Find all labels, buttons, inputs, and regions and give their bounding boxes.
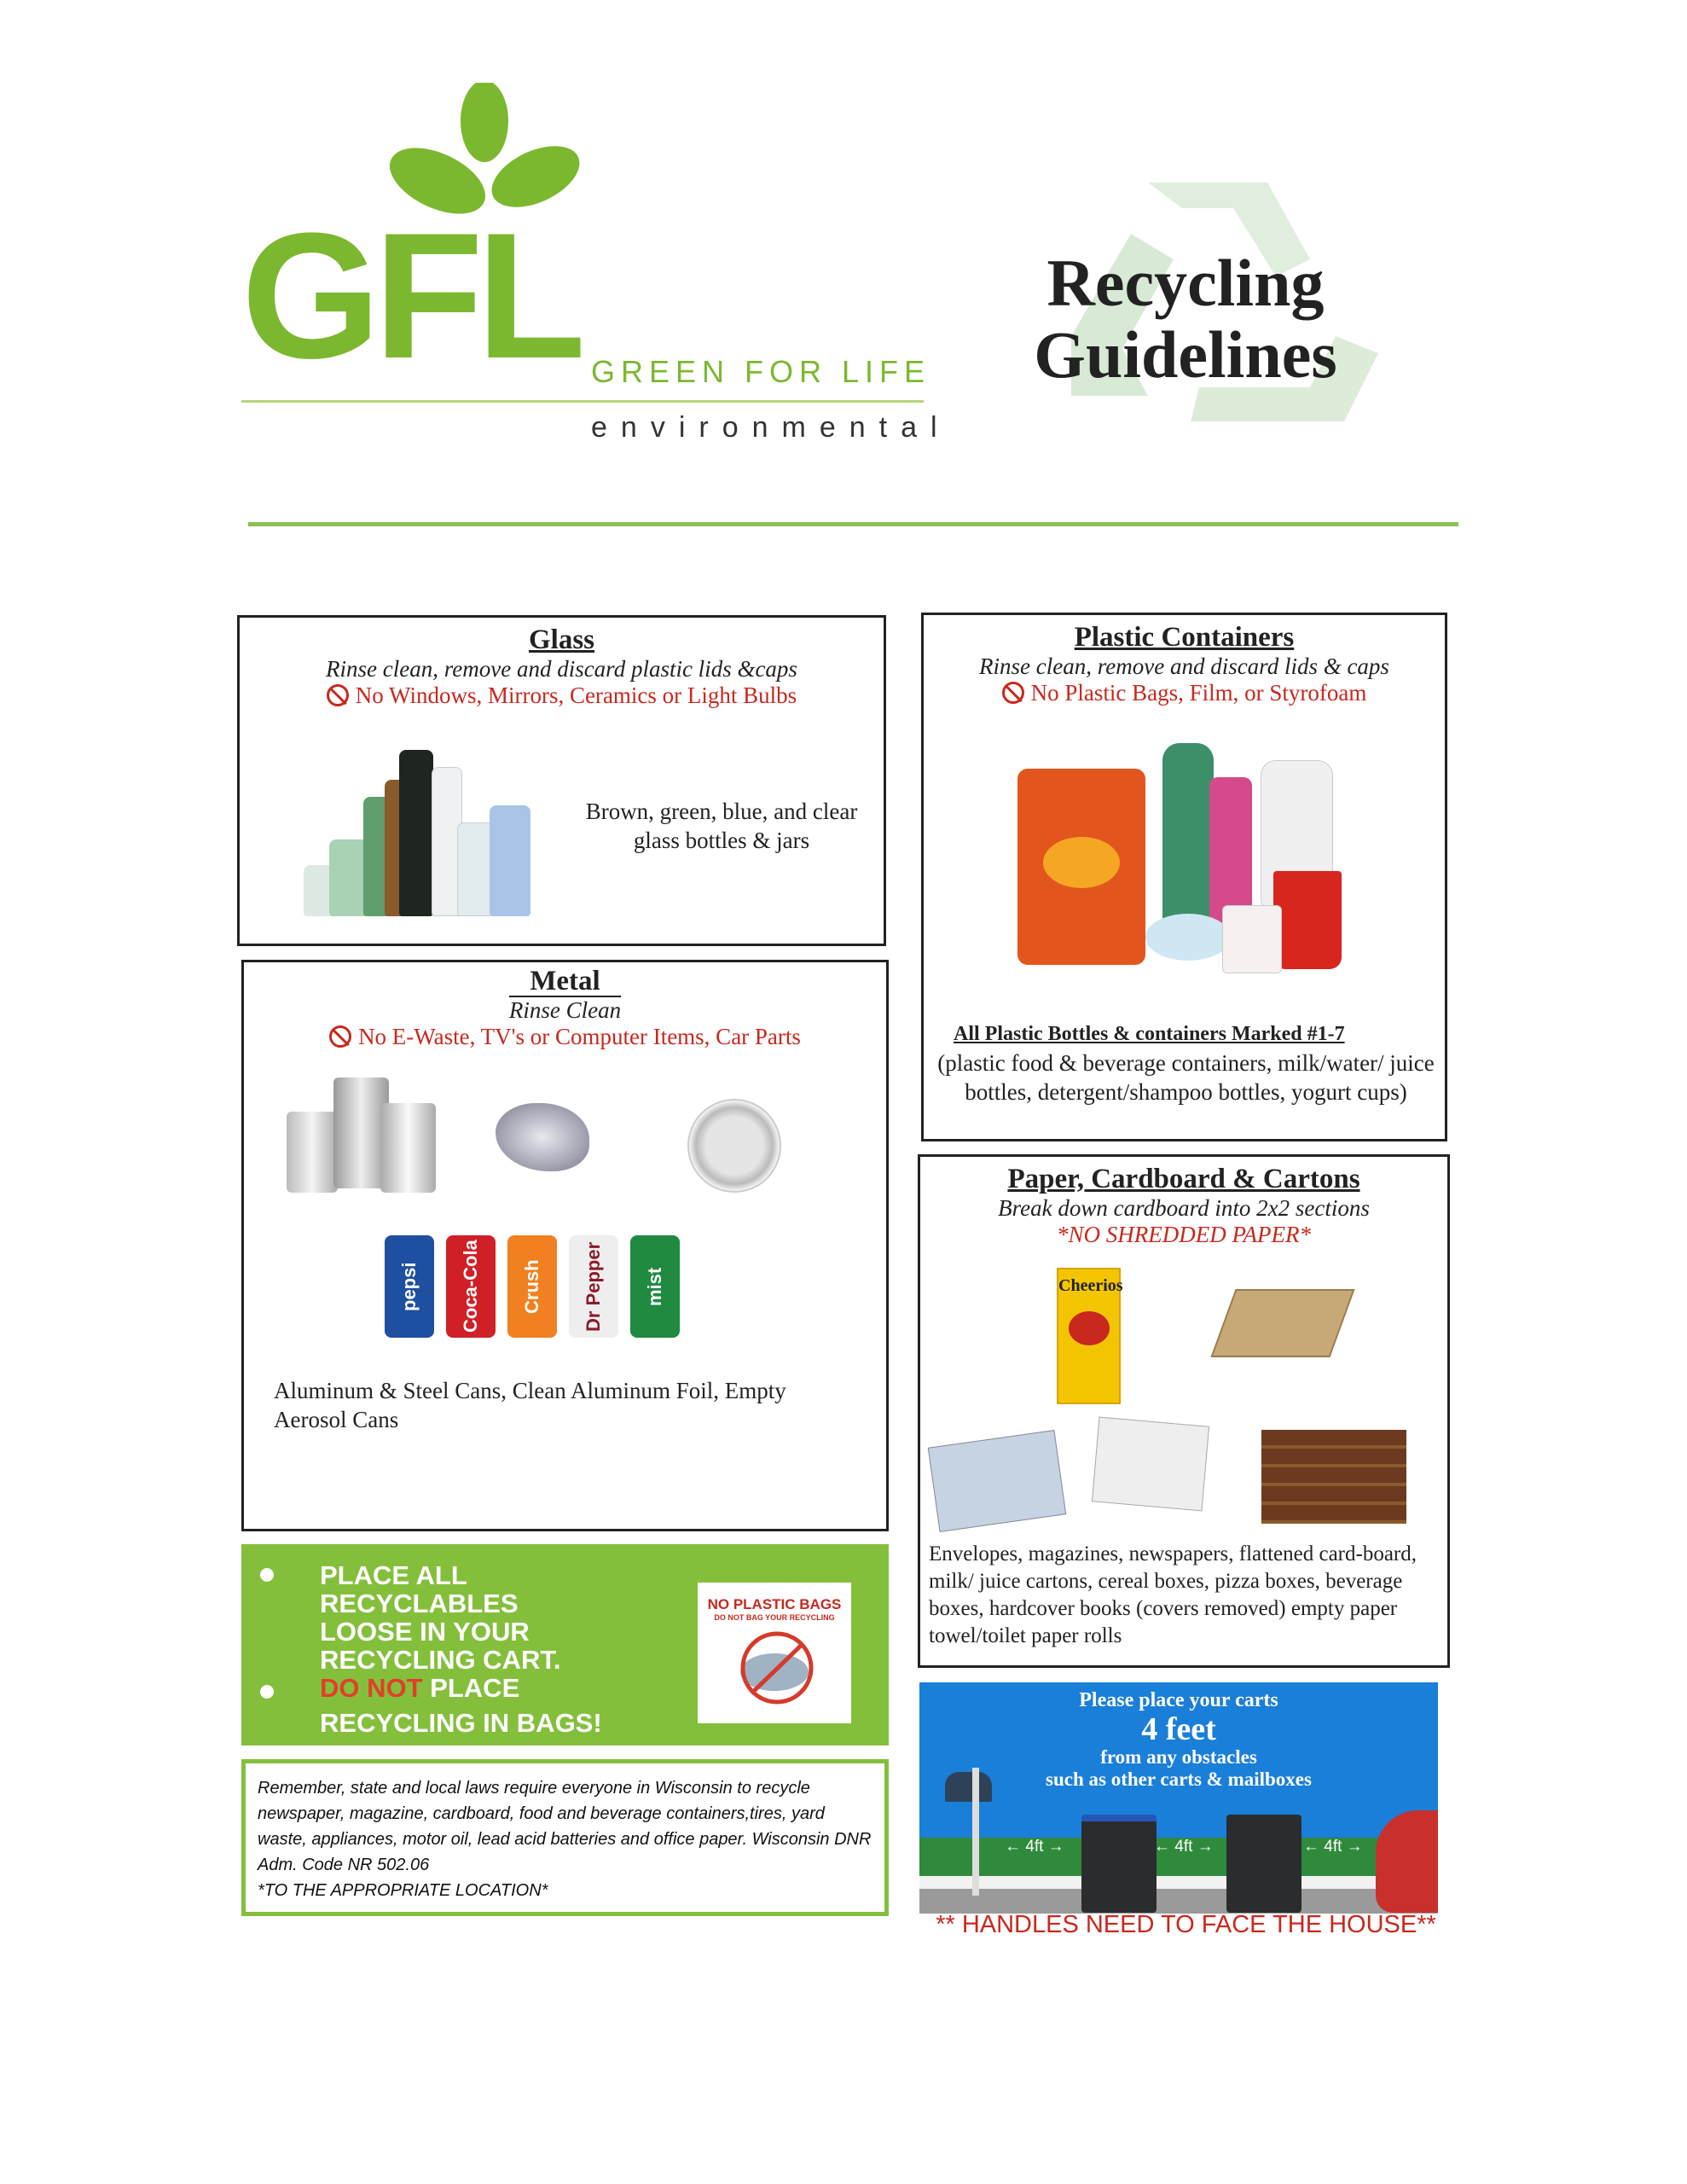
glass-warning-text: No Windows, Mirrors, Ceramics or Light Bulbs (355, 682, 797, 708)
paper-section (918, 1154, 1450, 1668)
banner-line: RECYCLABLES (320, 1589, 519, 1618)
can-drpepper: Dr Pepper (569, 1235, 618, 1338)
glass-title: Glass (528, 624, 595, 655)
prohibited-icon (329, 1025, 351, 1048)
sign-title: NO PLASTIC BAGS (707, 1596, 842, 1612)
logo-letters: GFL (241, 195, 579, 396)
banner-line: PLACE ALL (320, 1560, 467, 1590)
handles-notice: ** HANDLES NEED TO FACE THE HOUSE** (936, 1911, 1436, 1938)
cart-placement-image (919, 1682, 1438, 1914)
tin-cans-image (287, 1077, 436, 1197)
carts-line1: Please place your carts (1079, 1689, 1278, 1711)
metal-section (241, 960, 889, 1531)
glass-warning (240, 682, 884, 709)
title-line2: Guidelines (1034, 317, 1337, 392)
glass-bottles-image (304, 746, 525, 916)
car-icon (1376, 1810, 1438, 1913)
metal-title: Metal (530, 966, 600, 996)
prohibited-icon (327, 684, 349, 706)
sign-sub: DO NOT BAG YOUR RECYCLING (714, 1613, 835, 1622)
wisconsin-law-notice (241, 1759, 889, 1916)
can-crush: Crush (507, 1235, 557, 1338)
plastic-containers-image (1017, 743, 1350, 990)
banner-line: LOOSE IN YOUR (320, 1617, 530, 1647)
cereal-brand: Cheerios (1058, 1276, 1123, 1295)
plastic-title: Plastic Containers (1074, 622, 1295, 653)
glass-description (564, 797, 879, 855)
gfl-logo (241, 83, 951, 450)
title-line1: Recycling (1046, 246, 1325, 320)
gap-label: ← 4ft → (1005, 1838, 1064, 1856)
newspapers-image (928, 1430, 1066, 1532)
aluminum-foil-image (496, 1103, 589, 1171)
metal-warning (244, 1024, 886, 1050)
books-image (1261, 1430, 1406, 1524)
carts-line2: 4 feet (1141, 1711, 1216, 1747)
bullet-icon (260, 1685, 274, 1699)
plastic-instruction: Rinse clean, remove and discard lids & caps (979, 653, 1389, 679)
plastic-section (921, 613, 1447, 1141)
recycling-cart-icon (1081, 1815, 1157, 1913)
banner-line: RECYCLING CART. (320, 1645, 561, 1675)
gap-label: ← 4ft → (1154, 1838, 1214, 1856)
carts-line3: from any obstacles (1100, 1746, 1257, 1768)
soda-cans-image (385, 1235, 692, 1342)
header-divider (248, 522, 1458, 526)
glass-instruction: Rinse clean, remove and discard plastic lids &caps (326, 656, 797, 682)
trash-cart-icon (1226, 1815, 1301, 1913)
metal-instruction: Rinse Clean (508, 997, 622, 1023)
banner-line: PLACE (422, 1673, 520, 1703)
mail-image (1092, 1417, 1209, 1512)
logo-tagline: GREEN FOR LIFE (591, 354, 931, 389)
paper-description: Envelopes, magazines, newspapers, flattened card-board, milk/ juice cartons, cereal boxes, pizza boxes, beverage boxes, hardcover books (covers removed) empty paper towel/toilet paper rolls (929, 1542, 1417, 1647)
bullet-icon (260, 1568, 274, 1582)
bag-warning-banner (241, 1544, 889, 1745)
plastic-description: (plastic food & beverage containers, milk/water/ juice bottles, detergent/shampoo bottles, yogurt cups) (937, 1050, 1435, 1105)
do-not-text: DO NOT (320, 1673, 423, 1703)
metal-warning-text: No E-Waste, TV's or Computer Items, Car Parts (358, 1024, 801, 1049)
law-text: Remember, state and local laws require everyone in Wisconsin to recycle newspaper, magazine, cardboard, food and beverage containers,tires, yard waste, appliances, motor oil, lead acid batteries and office paper. Wisconsin DNR Adm. Code NR 502.06 (258, 1779, 872, 1874)
plastic-heading: All Plastic Bottles & containers Marked #1-7 (954, 1023, 1345, 1045)
metal-description: Aluminum & Steel Cans, Clean Aluminum Foil, Empty Aerosol Cans (274, 1378, 786, 1432)
glass-section (237, 615, 886, 946)
plastic-warning-text: No Plastic Bags, Film, or Styrofoam (1030, 680, 1367, 706)
paper-warning: *NO SHREDDED PAPER* (1057, 1222, 1311, 1247)
prohibited-icon (1002, 682, 1024, 704)
page-title (1006, 247, 1365, 391)
pie-tin-image (687, 1099, 781, 1193)
banner-text (320, 1561, 602, 1737)
no-bag-icon (728, 1625, 821, 1711)
cereal-box-image (1057, 1268, 1121, 1404)
carts-line4: such as other carts & mailboxes (1046, 1769, 1312, 1790)
can-mist: mist (630, 1235, 680, 1338)
can-pepsi: pepsi (385, 1235, 434, 1338)
glass-desc-2: glass bottles & jars (633, 828, 810, 853)
plastic-warning (924, 680, 1445, 706)
paper-instruction: Break down cardboard into 2x2 sections (998, 1195, 1370, 1221)
no-plastic-bags-sign (698, 1583, 851, 1723)
can-coke: Coca-Cola (446, 1235, 496, 1338)
law-note: *TO THE APPROPRIATE LOCATION* (258, 1881, 548, 1900)
banner-line: RECYCLING IN BAGS! (320, 1708, 602, 1738)
mailbox-icon (945, 1772, 992, 1802)
glass-desc-1: Brown, green, blue, and clear (585, 799, 858, 824)
paper-title: Paper, Cardboard & Cartons (1007, 1164, 1360, 1194)
logo-sub: environmental (591, 411, 951, 444)
cardboard-image (1210, 1289, 1354, 1357)
logo-rule (241, 400, 924, 403)
gap-label: ← 4ft → (1303, 1838, 1363, 1856)
